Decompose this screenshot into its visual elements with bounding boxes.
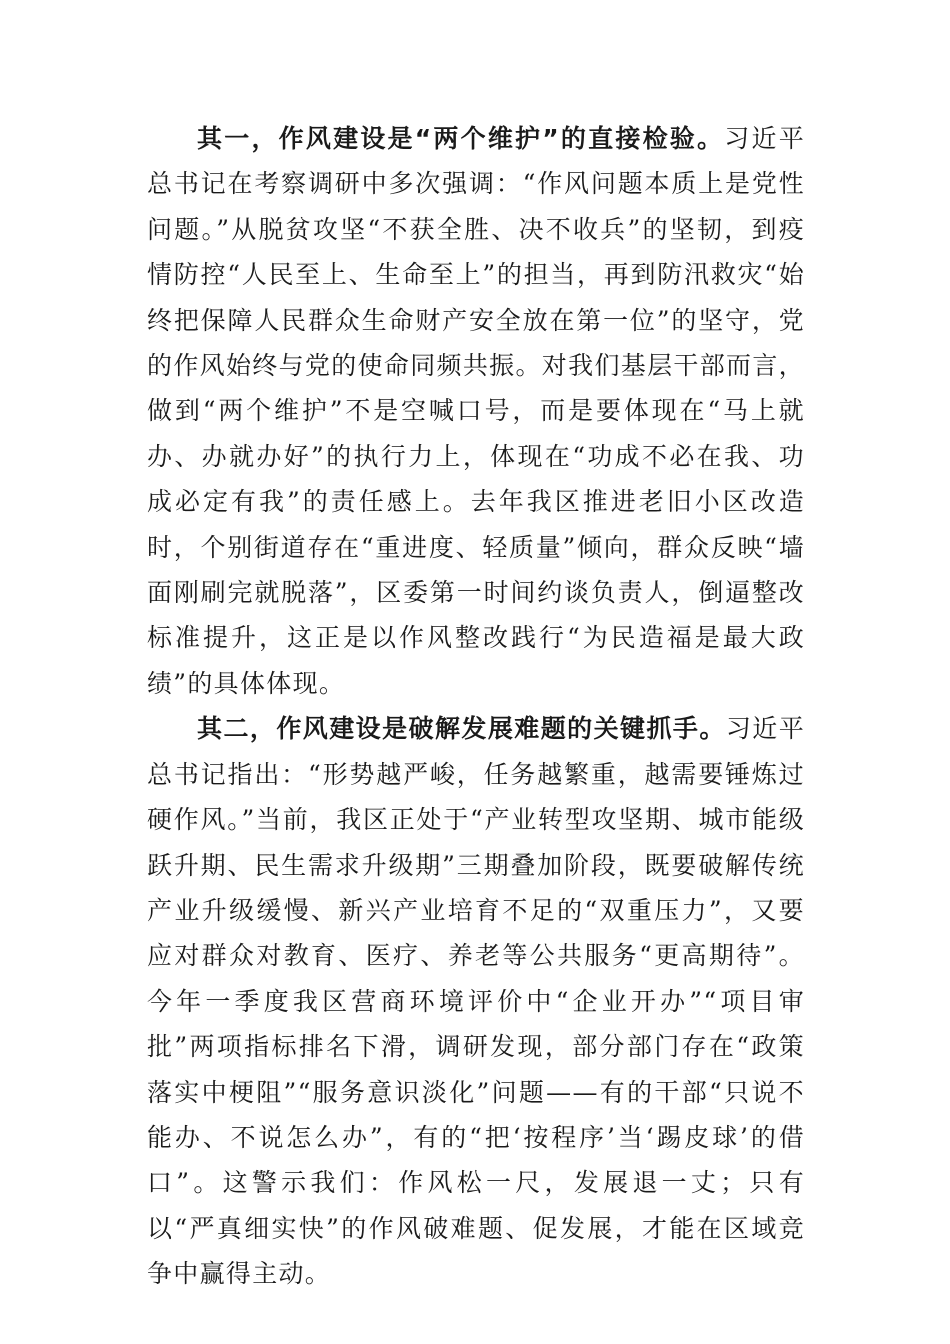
paragraph-1-body: 习近平总书记在考察调研中多次强调：“作风问题本质上是党性问题。”从脱贫攻坚“不获全胜、决不收兵”的坚韧，到疫情防控“人民至上、生命至上”的担当，再到防汛救灾“始终把保障人民群众生命财产安全放在第一位”的坚守，党的作风始终与党的使命同频共振。对我们基层干部而言，做到“两个维护”不是空喊口号，而是要体现在“马上就办、办就办好”的执行力上，体现在“功成不必在我、功成必定有我”的责任感上。去年我区推进老旧小区改造时，个别街道存在“重进度、轻质量”倾向，群众反映“墙面刚刷完就脱落”，区委第一时间约谈负责人，倒逼整改标准提升，这正是以作风整改践行“为民造福是最大政绩”的具体体现。 (147, 124, 805, 698)
paragraph-2 (147, 706, 805, 1296)
document-body (147, 116, 805, 1297)
paragraph-2-body: 习近平总书记指出：“形势越严峻，任务越繁重，越需要锤炼过硬作风。”当前，我区正处于“产业转型攻坚期、城市能级跃升期、民生需求升级期”三期叠加阶段，既要破解传统产业升级缓慢、新兴产业培育不足的“双重压力”，又要应对群众对教育、医疗、养老等公共服务“更高期待”。今年一季度我区营商环境评价中“企业开办”“项目审批”两项指标排名下滑，调研发现，部分部门存在“政策落实中梗阻”“服务意识淡化”问题——有的干部“只说不能办、不说怎么办”，有的“把‘按程序’当‘踢皮球’的借口”。这警示我们：作风松一尺，发展退一丈；只有以“严真细实快”的作风破难题、促发展，才能在区域竞争中赢得主动。 (147, 714, 805, 1289)
paragraph-2-lead: 其二，作风建设是破解发展难题的关键抓手。 (197, 714, 726, 744)
paragraph-1 (147, 116, 805, 706)
paragraph-1-lead: 其一，作风建设是“两个维护”的直接检验。 (197, 124, 725, 153)
